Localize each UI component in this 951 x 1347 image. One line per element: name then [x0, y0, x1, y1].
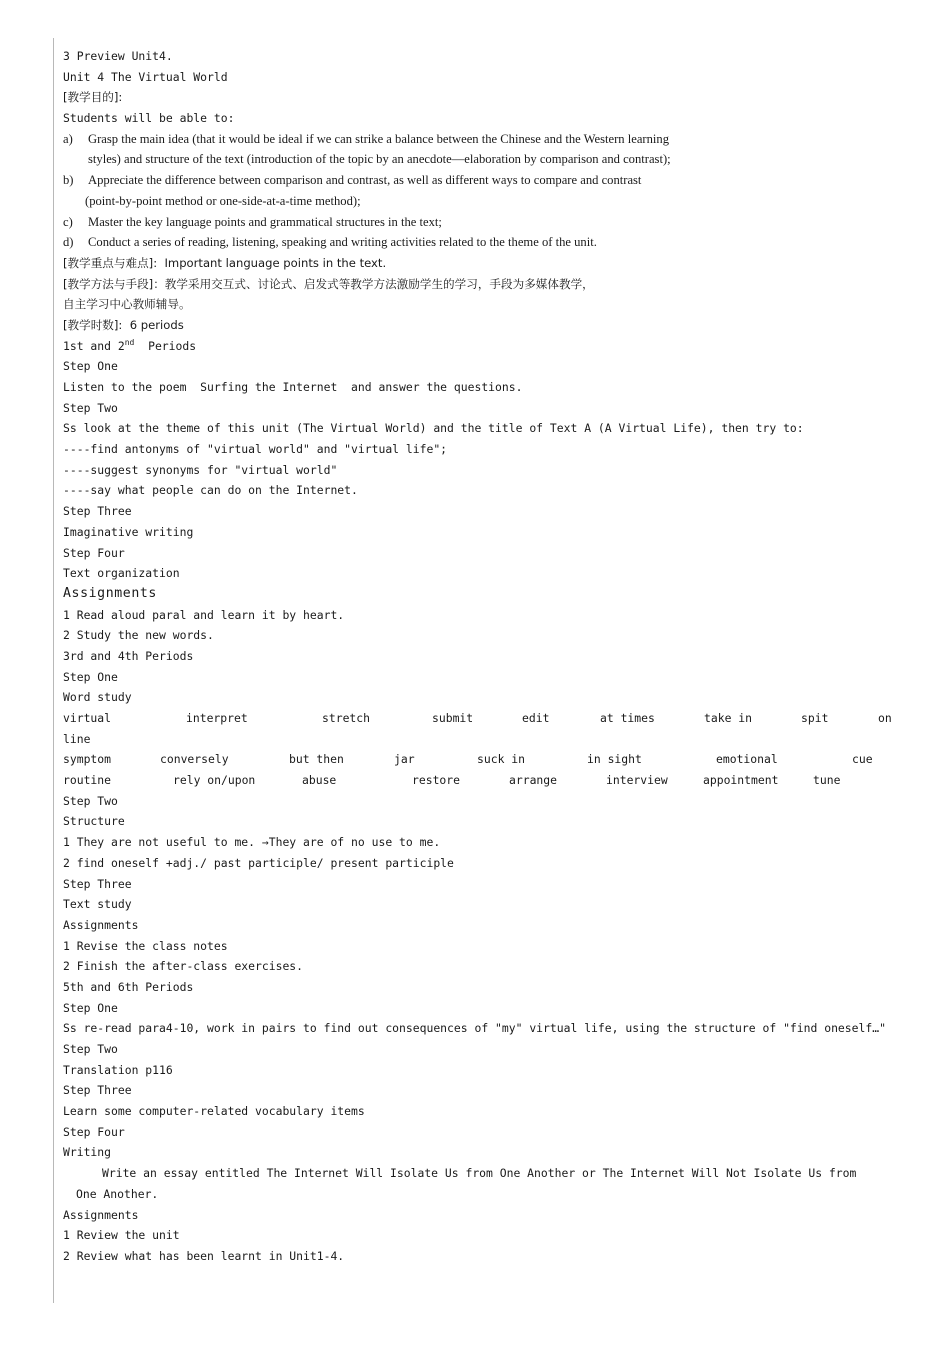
step-text: Learn some computer-related vocabulary items [63, 1104, 365, 1119]
periods-1-2-text: 1st and 2 [63, 338, 125, 353]
step-heading: Step Two [63, 1042, 118, 1056]
assignments-heading: Assignments [63, 585, 157, 601]
assignment-item: 1 Review the unit [63, 1228, 180, 1243]
word-item: tune [813, 773, 841, 788]
word-item: suck in [477, 752, 526, 767]
step-text: ----say what people can do on the Internet. [63, 483, 358, 498]
teaching-methods-continued: 自主学习中心教师辅导。 [63, 297, 191, 312]
step-heading: Step One [63, 359, 118, 374]
periods-1-2-heading [63, 336, 933, 357]
preview-line: 3 Preview Unit4. [63, 49, 173, 63]
left-margin-rule [53, 38, 54, 1303]
key-points: [教学重点与难点]: Important language points in the text. [63, 255, 387, 270]
step-heading: Step Four [63, 545, 125, 560]
assignment-item: 1 Revise the class notes [63, 938, 228, 953]
aim-c-label: c) [63, 214, 73, 229]
step-text: 2 find oneself +adj./ past participle/ present participle [63, 855, 454, 870]
teaching-aims-heading: [教学目的]: [63, 90, 123, 105]
aim-a-continued: styles) and structure of the text (introduction of the topic by an anecdote—elaboration by comparison and contrast); [88, 152, 671, 167]
aim-a-text: Grasp the main idea (that it would be ideal if we can strike a balance between the Chinese and the Western learning [88, 131, 669, 146]
aim-a-label: a) [63, 131, 73, 146]
step-heading: Step Two [63, 400, 118, 415]
assignment-item: 2 Study the new words. [63, 628, 214, 643]
step-text: ----suggest synonyms for "virtual world" [63, 462, 338, 477]
step-text: Structure [63, 814, 125, 829]
aim-a [63, 129, 933, 150]
teaching-methods: [教学方法与手段]：教学采用交互式、讨论式、启发式等教学方法激励学生的学习，手段为多媒体教学， [63, 276, 594, 291]
step-text: Word study [63, 690, 132, 705]
periods-1-2-superscript: nd [124, 337, 135, 347]
word-item: interpret [186, 711, 248, 725]
word-item: spit [801, 711, 829, 725]
word-item: rely on/upon [173, 773, 256, 788]
step-heading: Step Three [63, 876, 132, 891]
aim-d-text: Conduct a series of reading, listening, speaking and writing activities related to the theme of the unit. [88, 235, 597, 250]
word-item: jar [394, 752, 415, 767]
word-item: stretch [322, 711, 371, 725]
aim-d-label: d) [63, 235, 74, 250]
step-text: Writing [63, 1145, 112, 1160]
step-heading: Step Three [63, 504, 132, 519]
word-item: edit [522, 711, 550, 725]
word-item: line [63, 731, 91, 746]
step-text: Translation p116 [63, 1062, 173, 1077]
word-item: on [878, 711, 892, 725]
word-row [63, 749, 933, 770]
aim-b-text: Appreciate the difference between comparison and contrast, as well as different ways to compare and contrast [88, 173, 642, 188]
step-heading: Step One [63, 669, 118, 684]
step-heading: Step One [63, 1000, 118, 1015]
step-text: ----find antonyms of "virtual world" and "virtual life"; [63, 442, 448, 457]
step-text: Ss re-read para4-10, work in pairs to find out consequences of "my" virtual life, using the structure of "find oneself…" [63, 1021, 886, 1036]
word-item: appointment [703, 773, 779, 788]
step-text: 1 They are not useful to me. →They are of no use to me. [63, 835, 441, 850]
periods-3-4-heading: 3rd and 4th Periods [63, 648, 194, 663]
word-row [63, 708, 933, 729]
writing-task-continued: One Another. [76, 1186, 159, 1201]
step-heading: Step Three [63, 1083, 132, 1098]
word-item: emotional [716, 752, 778, 767]
periods-1-2-suffix: Periods [134, 338, 197, 353]
aim-b [63, 170, 933, 191]
step-heading: Step Two [63, 793, 118, 808]
assignment-item: 1 Read aloud paral and learn it by heart. [63, 607, 345, 622]
word-item: but then [289, 752, 344, 767]
document-page [63, 46, 933, 1267]
word-item: submit [432, 711, 474, 725]
word-item: routine [63, 773, 112, 788]
word-item: virtual [63, 711, 112, 725]
word-item: cue [852, 752, 873, 767]
word-row [63, 770, 933, 791]
word-row [63, 729, 933, 750]
word-item: conversely [160, 752, 229, 767]
word-item: abuse [302, 773, 337, 788]
assignment-item: 2 Review what has been learnt in Unit1-4. [63, 1248, 345, 1263]
word-item: in sight [587, 752, 642, 767]
word-item: take in [704, 711, 753, 725]
word-item: arrange [509, 773, 558, 788]
aim-c-text: Master the key language points and grammatical structures in the text; [88, 214, 442, 229]
step-text: Imaginative writing [63, 524, 194, 539]
aim-d [63, 232, 933, 253]
word-item: at times [600, 711, 655, 725]
assignments-heading: Assignments [63, 1207, 139, 1222]
aim-b-label: b) [63, 173, 74, 188]
teaching-hours: [教学时数]: 6 periods [63, 317, 184, 332]
word-item: interview [606, 773, 668, 788]
step-text: Text organization [63, 566, 180, 581]
assignments-heading: Assignments [63, 917, 139, 932]
aim-b-continued: (point-by-point method or one-side-at-a-time method); [85, 193, 361, 208]
word-item: symptom [63, 752, 112, 767]
step-text: Listen to the poem Surfing the Internet and answer the questions. [63, 380, 523, 394]
step-text: Text study [63, 897, 132, 912]
unit-title: Unit 4 The Virtual World [63, 69, 228, 84]
assignment-item: 2 Finish the after-class exercises. [63, 959, 304, 974]
periods-5-6-heading: 5th and 6th Periods [63, 979, 194, 994]
word-item: restore [412, 773, 461, 788]
writing-task: Write an essay entitled The Internet Will Isolate Us from One Another or The Internet Will Not Isolate Us from [102, 1166, 857, 1181]
students-intro: Students will be able to: [63, 111, 235, 126]
step-heading: Step Four [63, 1124, 125, 1139]
step-text: Ss look at the theme of this unit (The Virtual World) and the title of Text A (A Virtual Life), then try to: [63, 421, 804, 436]
aim-c [63, 212, 933, 233]
